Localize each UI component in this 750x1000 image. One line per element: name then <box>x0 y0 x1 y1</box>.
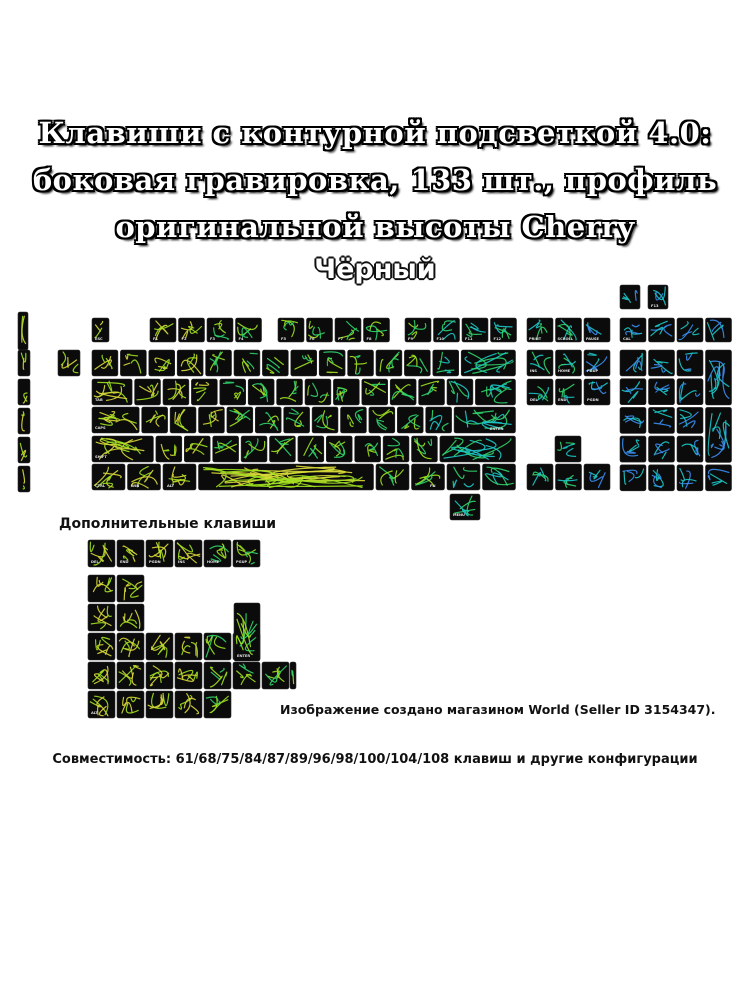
keycap <box>677 318 703 342</box>
color-name: Чёрный <box>314 254 436 285</box>
keycap <box>18 408 30 434</box>
keycap <box>326 436 352 462</box>
keycap <box>620 350 646 376</box>
keycap <box>412 464 445 490</box>
key-legend: ENTER <box>490 427 504 431</box>
compatibility-note: Совместимость: 61/68/75/84/87/89/96/98/100/104/108 клавиш и другие конфигурации <box>52 752 698 767</box>
keycap <box>556 464 582 490</box>
title-line-1: Клавиши с контурной подсветкой 4.0: <box>38 116 712 150</box>
keycap <box>677 465 703 491</box>
keycap <box>440 436 516 462</box>
key-legend: INS <box>530 369 537 373</box>
keycap <box>241 436 267 462</box>
keycap <box>146 633 173 660</box>
key-legend: F2 <box>181 337 187 341</box>
key-legend: F8 <box>366 337 372 341</box>
keycap <box>88 633 115 660</box>
key-legend: FN <box>430 484 436 488</box>
keycap <box>156 436 182 462</box>
keycap <box>135 379 161 405</box>
product-title <box>0 110 750 251</box>
keycap <box>163 379 189 405</box>
keycap <box>348 350 374 376</box>
key-legend: F1 <box>153 337 158 341</box>
keycap <box>204 633 231 660</box>
keycap <box>620 379 646 405</box>
keycap <box>620 436 646 462</box>
keycap <box>555 436 581 462</box>
keycap <box>270 436 296 462</box>
keycap <box>58 350 80 376</box>
keycap <box>220 379 246 405</box>
keycap <box>677 407 703 433</box>
key-legend: HOME <box>207 560 220 564</box>
key-legend: MENU <box>453 513 465 517</box>
keycap <box>213 436 239 462</box>
keycap <box>433 350 459 376</box>
keycap <box>620 465 646 491</box>
keycap <box>376 350 402 376</box>
key-legend: ALT <box>167 484 174 488</box>
key-legend: CAPS <box>95 426 106 430</box>
keycap <box>117 575 144 602</box>
keycap <box>248 379 274 405</box>
keycap <box>362 379 388 405</box>
seller-watermark: Изображение создано магазином World (Seller ID 3154347). <box>280 702 716 717</box>
key-legend: F13 <box>651 304 659 308</box>
key-legend: CTRL <box>95 484 106 488</box>
keycap <box>397 407 423 433</box>
keycap <box>390 379 416 405</box>
keycap <box>333 379 359 405</box>
keycap <box>233 662 260 689</box>
key-legend: F9 <box>408 337 413 341</box>
keycap <box>461 350 515 376</box>
key-legend: F5 <box>281 337 286 341</box>
keycap <box>426 407 452 433</box>
keycap <box>177 350 203 376</box>
key-legend: SHIFT <box>95 455 107 459</box>
keycap <box>18 379 30 405</box>
key-legend: F11 <box>465 337 473 341</box>
key-legend: INS <box>178 560 185 564</box>
keycap <box>117 662 144 689</box>
keycap <box>18 437 30 463</box>
keycap <box>649 318 675 342</box>
key-legend: PRINT <box>529 337 542 341</box>
keycap <box>677 436 703 462</box>
key-legend: ENTER <box>237 654 251 658</box>
keycap <box>649 465 675 491</box>
keycap <box>234 603 260 661</box>
key-legend: F12 <box>493 337 501 341</box>
keycap <box>227 407 253 433</box>
key-legend: PGUP <box>236 560 248 564</box>
keycap <box>170 407 196 433</box>
key-legend: CAL <box>623 337 631 341</box>
keycap <box>319 350 345 376</box>
keycap <box>284 407 310 433</box>
keycap <box>383 436 409 462</box>
keycap <box>305 379 331 405</box>
keycap <box>620 407 646 433</box>
keycap <box>206 350 232 376</box>
key-legend: END <box>558 398 567 402</box>
keycap <box>706 350 732 405</box>
keycap <box>117 691 144 718</box>
key-legend: END <box>120 560 129 564</box>
keycap <box>312 407 338 433</box>
keycap <box>234 350 260 376</box>
keycap-set-image <box>0 278 750 738</box>
keycap <box>146 662 173 689</box>
keycap <box>527 464 553 490</box>
keycap <box>191 379 217 405</box>
keycap <box>184 436 210 462</box>
keycap <box>404 350 430 376</box>
keycap <box>117 633 144 660</box>
keycap <box>204 662 231 689</box>
key-legend: TAB <box>95 398 103 402</box>
keycap <box>149 350 175 376</box>
key-legend: ESC <box>95 337 103 341</box>
keycap <box>649 379 675 405</box>
keycap <box>92 350 118 376</box>
keycap <box>146 691 173 718</box>
keycap <box>620 285 640 309</box>
key-legend: F3 <box>210 337 215 341</box>
keycap <box>419 379 445 405</box>
key-legend: PGDN <box>149 560 161 564</box>
keycap <box>447 379 473 405</box>
keycap <box>475 379 515 405</box>
key-legend: DEL <box>530 398 538 402</box>
keycap <box>142 407 168 433</box>
keycap <box>584 464 610 490</box>
keycap <box>175 662 202 689</box>
keycap <box>298 436 324 462</box>
key-legend: PAUSE <box>586 337 599 341</box>
key-legend: SCROLL <box>557 337 574 341</box>
keycap <box>706 407 732 462</box>
keycap <box>412 436 438 462</box>
keycap <box>120 350 146 376</box>
keycap <box>706 465 732 491</box>
keycap <box>88 662 115 689</box>
keycap <box>291 350 317 376</box>
key-legend: DEL <box>91 560 99 564</box>
keycap <box>483 464 516 490</box>
keycap <box>355 436 381 462</box>
keycap <box>262 662 289 689</box>
keycap <box>277 379 303 405</box>
keycap <box>677 350 703 376</box>
keycap <box>649 436 675 462</box>
keycap <box>88 575 115 602</box>
keycap <box>18 312 28 350</box>
keycap <box>649 350 675 376</box>
keycap <box>255 407 281 433</box>
key-legend: PGDN <box>587 398 599 402</box>
keycap <box>204 691 231 718</box>
keycap <box>175 691 202 718</box>
key-legend: WIN <box>131 484 140 488</box>
keycap <box>88 604 115 631</box>
key-legend: F7 <box>338 337 343 341</box>
keycap <box>376 464 409 490</box>
keycap <box>447 464 480 490</box>
title-line-3: оригинальной высоты Cherry <box>115 210 635 244</box>
keycap <box>117 604 144 631</box>
key-legend: HOME <box>558 369 571 373</box>
title-line-2: боковая гравировка, 133 шт., профиль <box>32 163 718 197</box>
key-legend: PGUP <box>587 369 599 373</box>
keycap <box>18 350 30 376</box>
key-legend: F6 <box>309 337 315 341</box>
keycap <box>677 379 703 405</box>
keycap <box>341 407 367 433</box>
keycap <box>454 407 515 433</box>
extra-keys-label: Дополнительные клавиши <box>59 516 277 532</box>
keycap <box>199 464 374 490</box>
keycap <box>649 407 675 433</box>
keycap <box>290 662 296 689</box>
keycap <box>369 407 395 433</box>
key-legend: ALT <box>91 711 98 715</box>
keycap <box>175 633 202 660</box>
keycap <box>262 350 288 376</box>
keycap <box>199 407 225 433</box>
key-legend: F10 <box>436 337 444 341</box>
keycap <box>706 318 732 342</box>
key-legend: F4 <box>238 337 244 341</box>
keycap <box>18 466 30 492</box>
